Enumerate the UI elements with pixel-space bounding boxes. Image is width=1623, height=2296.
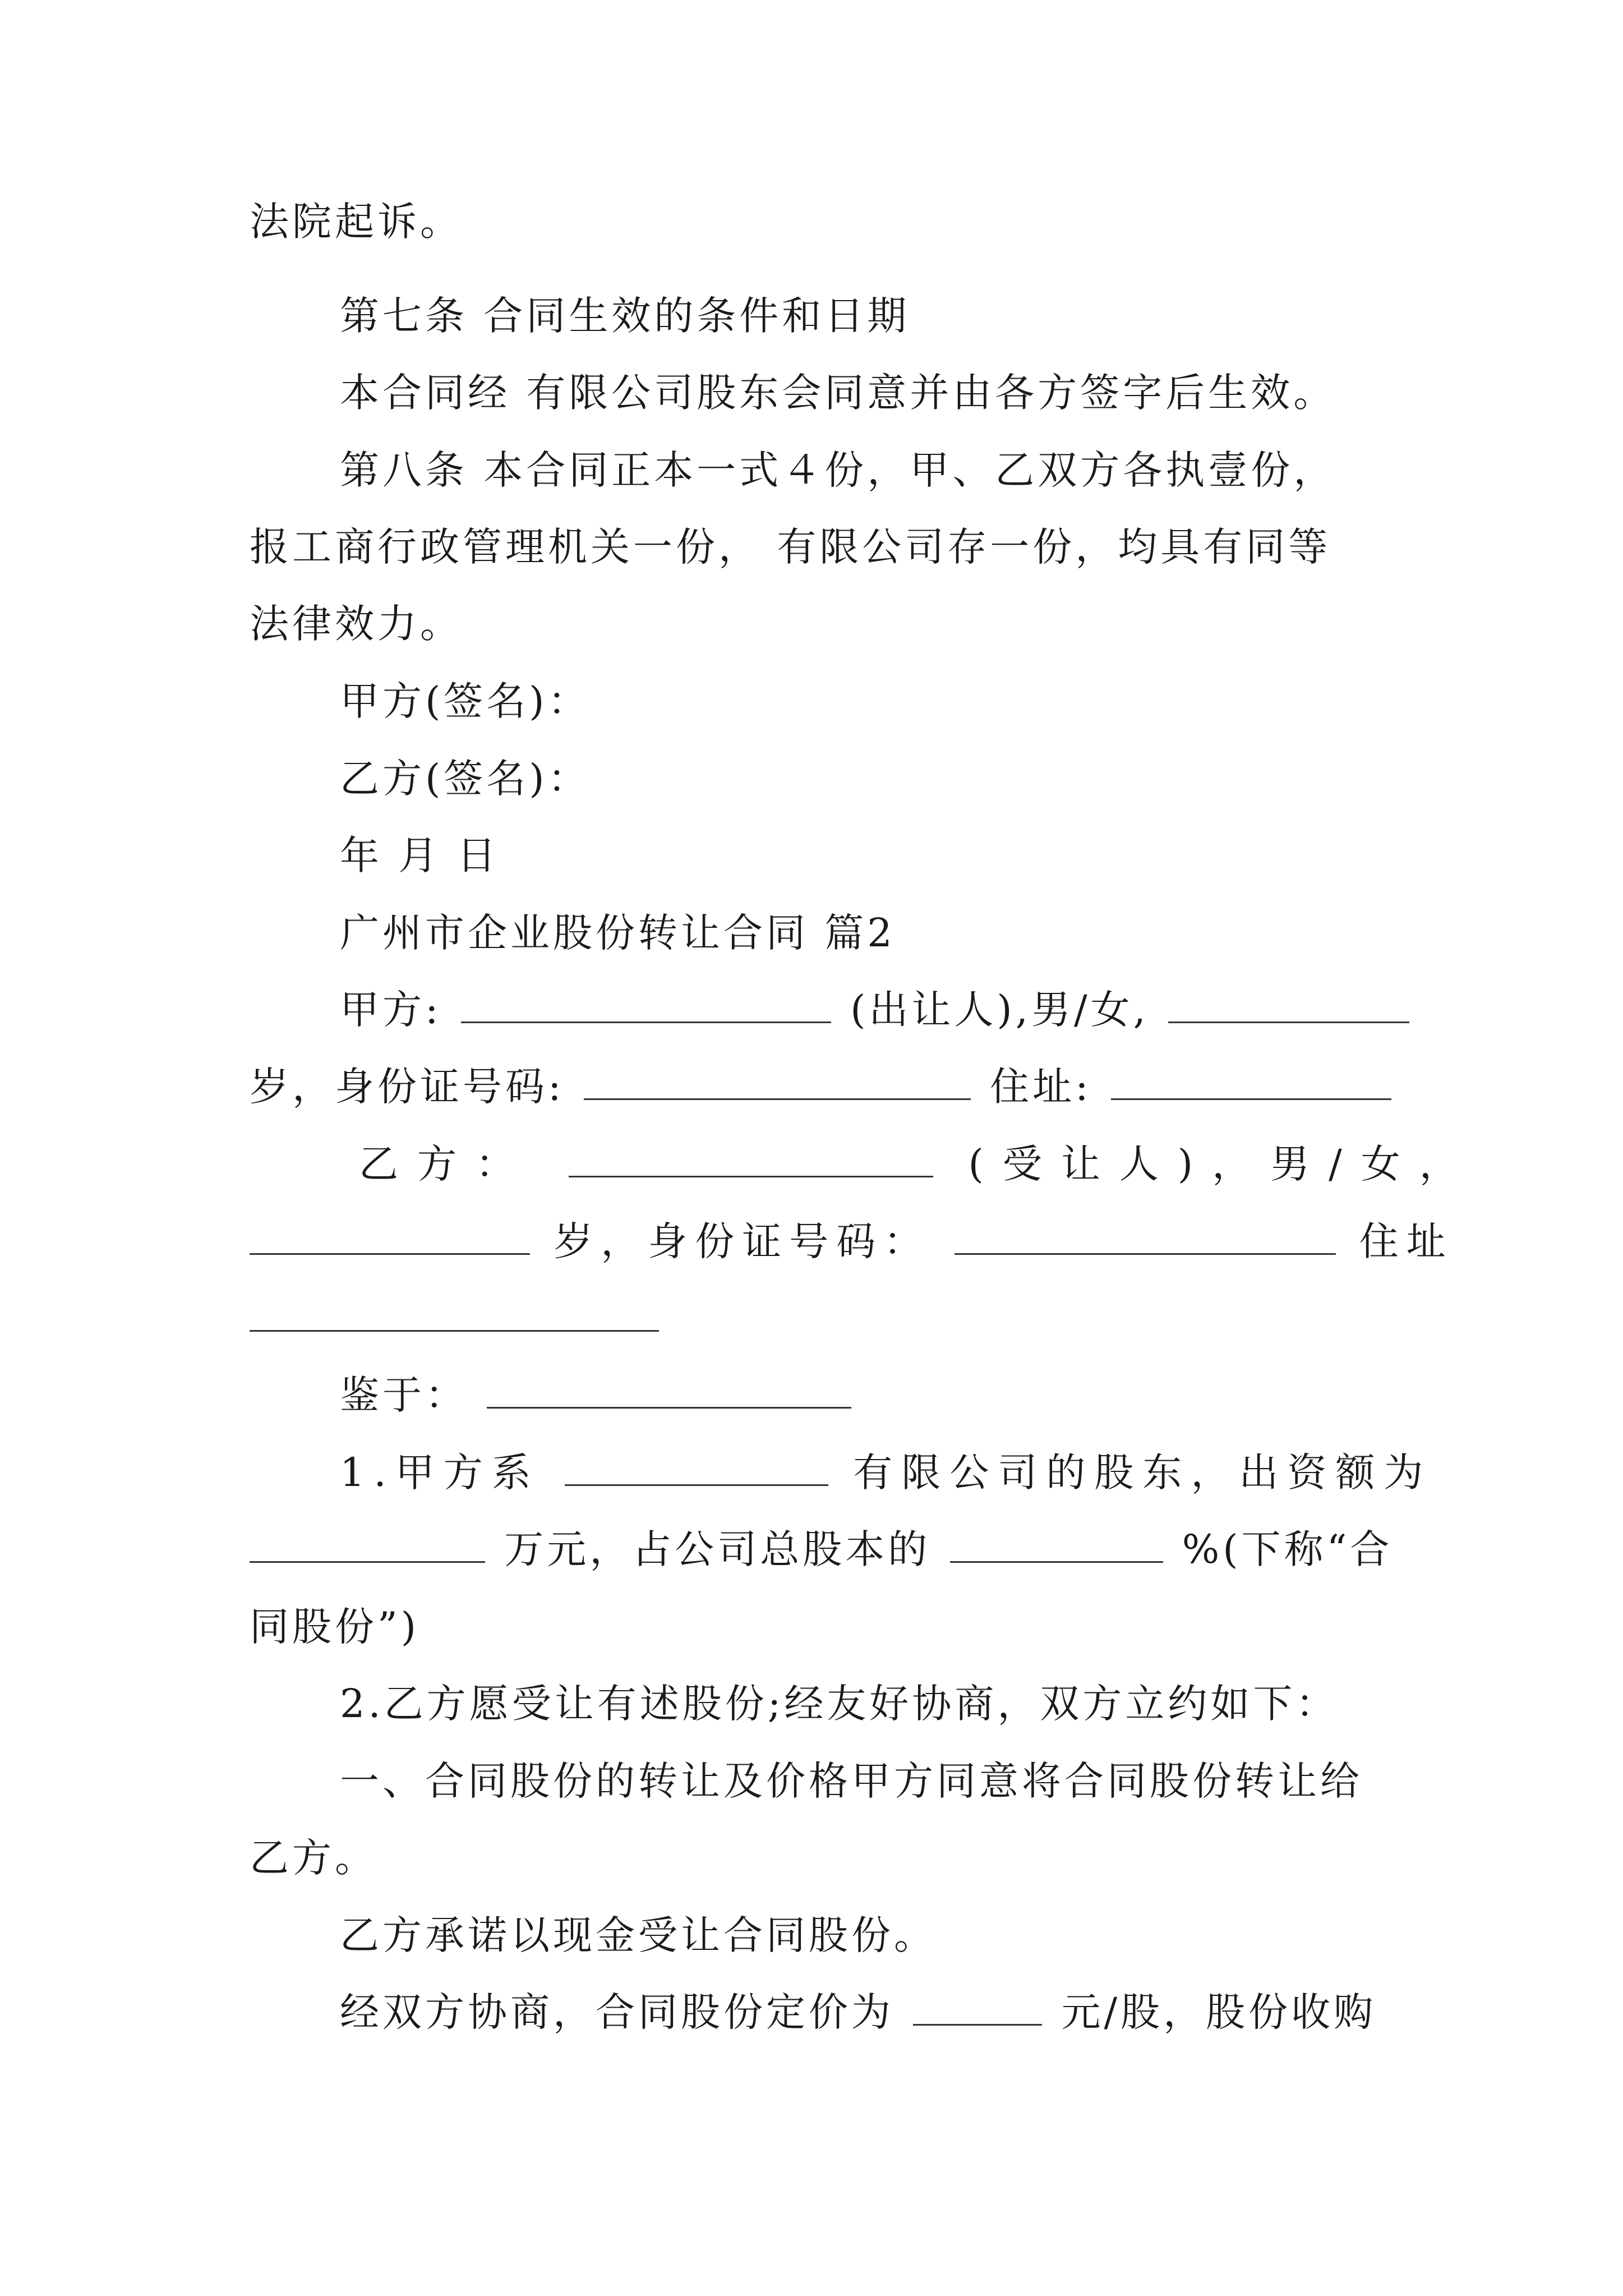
- text-line: [340, 1673, 1394, 1734]
- party-a-id-line: [250, 1056, 1394, 1117]
- text-line: [340, 439, 1394, 501]
- line-text: 住址: [1359, 1218, 1454, 1264]
- line-text: %(下称“合: [1182, 1526, 1393, 1572]
- line-text: 1.甲方系: [340, 1450, 540, 1496]
- section-title: [340, 902, 1394, 964]
- text-line: [340, 1442, 1432, 1503]
- blank-field: [584, 1060, 971, 1100]
- line-text: 第八条 本合同正本一式４份，甲、乙双方各执壹份，: [340, 447, 1336, 493]
- text-line: [340, 1750, 1394, 1812]
- text-line: [250, 1519, 1394, 1580]
- signature-line-party-a: [340, 670, 1394, 732]
- party-b-id-line: [250, 1211, 1454, 1272]
- blank-field: [565, 1446, 828, 1486]
- text-line: [340, 1904, 1394, 1966]
- blank-field: [955, 1215, 1336, 1255]
- line-text: 鉴于：: [340, 1372, 468, 1418]
- party-b-line: [359, 1133, 1478, 1195]
- line-text: 乙方(签名)：: [340, 756, 591, 802]
- date-line: [340, 825, 1394, 886]
- text-line: [250, 1596, 1394, 1658]
- whereas-line: [340, 1364, 1394, 1426]
- signature-line-party-b: [340, 748, 1394, 809]
- blank-field: [461, 983, 831, 1023]
- line-text: 岁，身份证号码:: [250, 1064, 565, 1110]
- blank-field: [569, 1138, 933, 1177]
- line-text: 本合同经 有限公司股东会同意并由各方签字后生效。: [340, 370, 1336, 416]
- line-text: 一、合同股份的转让及价格甲方同意将合同股份转让给: [340, 1758, 1363, 1804]
- line-text: 有限公司的股东，出资额为: [853, 1450, 1432, 1496]
- blank-field: [487, 1369, 851, 1409]
- line-text: 法院起诉。: [250, 199, 463, 245]
- line-text: (受让人)，男/女，: [968, 1141, 1478, 1187]
- address-blank-line: [250, 1287, 1394, 1349]
- blank-field: [1168, 983, 1409, 1023]
- line-text: 乙方承诺以现金受让合同股份。: [340, 1912, 937, 1958]
- text-line: [340, 362, 1394, 424]
- article-heading: [340, 285, 1394, 347]
- text-line: [250, 516, 1394, 578]
- line-text: 同股份”): [250, 1604, 420, 1650]
- line-text: 住址:: [990, 1064, 1092, 1110]
- line-text: 第七条 合同生效的条件和日期: [340, 293, 910, 339]
- blank-field: [1111, 1060, 1391, 1100]
- line-text: 广州市企业股份转让合同 篇2: [340, 910, 896, 956]
- line-text: 甲方(签名)：: [340, 678, 591, 724]
- blank-field: [950, 1523, 1163, 1563]
- line-text: 经双方协商，合同股份定价为: [340, 1989, 894, 2035]
- line-text: 法律效力。: [250, 601, 463, 647]
- line-text: 乙方：: [359, 1141, 534, 1187]
- line-text: 报工商行政管理机关一份， 有限公司存一份，均具有同等: [250, 524, 1331, 570]
- blank-field: [250, 1292, 659, 1332]
- text-line: [250, 593, 1394, 655]
- line-text: 岁，身份证号码：: [554, 1218, 931, 1264]
- line-text: 万元，占公司总股本的: [504, 1526, 931, 1572]
- line-text: (出让人),男/女,: [850, 987, 1149, 1033]
- text-line: [340, 1981, 1394, 2043]
- party-a-line: [340, 979, 1394, 1041]
- line-text: 元/股，股份收购: [1061, 1989, 1377, 2035]
- line-text: 乙方。: [250, 1835, 377, 1881]
- text-line: [250, 1827, 1394, 1889]
- text-line: [250, 191, 1394, 252]
- line-text: 年 月 日: [340, 832, 500, 878]
- blank-field: [250, 1215, 530, 1255]
- blank-field: [250, 1523, 485, 1563]
- blank-field: [913, 1986, 1042, 2026]
- line-text: 甲方:: [340, 987, 442, 1033]
- line-text: 2.乙方愿受让有述股份;经友好协商，双方立约如下：: [340, 1681, 1339, 1727]
